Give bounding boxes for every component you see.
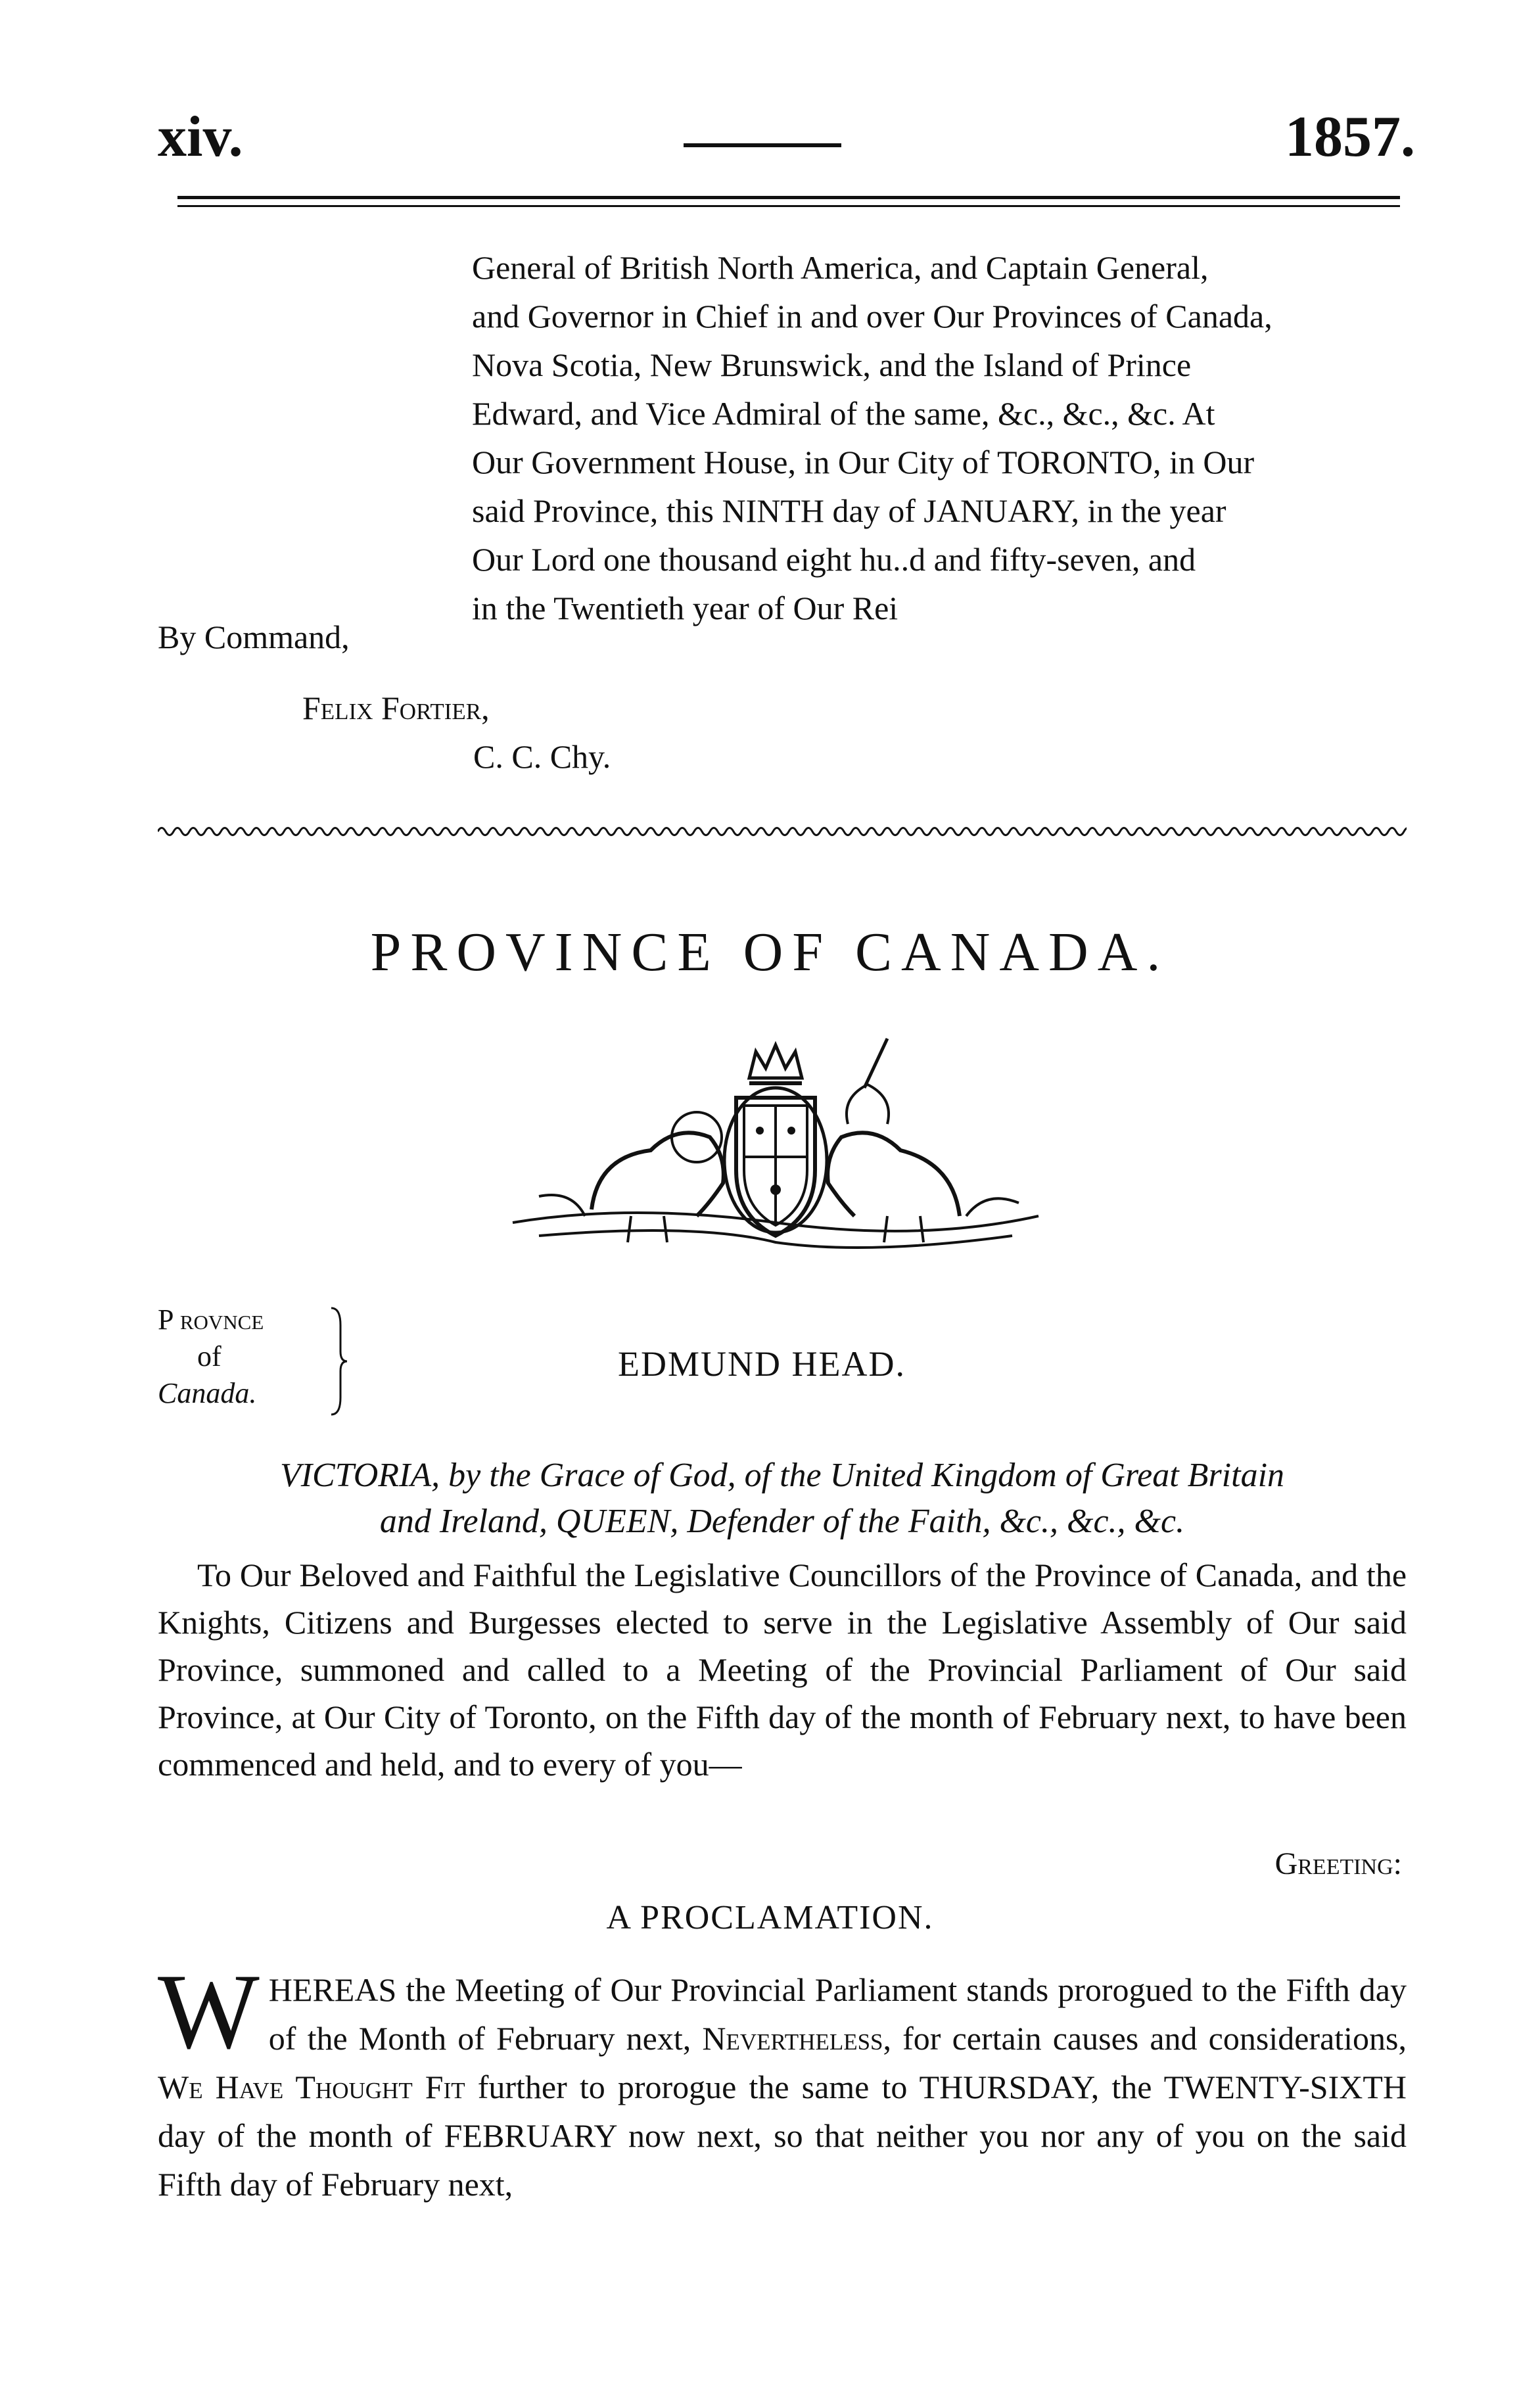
page-year: 1857. [1285, 105, 1415, 169]
proclamation-smallcaps: We Have Thought Fit [158, 2069, 465, 2105]
intro-line: in the Twentieth year of Our Rei [472, 590, 898, 626]
page-number: xiv. [158, 105, 243, 169]
wavy-divider [158, 822, 1407, 841]
header-dash [684, 143, 841, 147]
by-command: By Command, [158, 619, 350, 655]
intro-line: said Province, this NINTH day of JANUARY, in the year [472, 492, 1226, 529]
proclamation-smallcaps: Nevertheless, [702, 2020, 892, 2057]
address-paragraph [158, 1551, 1407, 1788]
address-text: day of the month of February next, to have been commenced and held, and to [158, 1699, 1407, 1783]
proclamation-text: HEREAS the Meeting of Our Provincial Parliament stands prorogued to the Fifth day of the Month of February next, [268, 1971, 1407, 2057]
proclamation-body [158, 1952, 1407, 2209]
royal-style-line: and Ireland, QUEEN, Defender of the Faith, &c., &c., &c. [379, 1503, 1185, 1540]
province-label-line: P rovnce [158, 1303, 264, 1336]
province-label-line: Canada. [158, 1377, 257, 1409]
intro-line: General of British North America, and Captain General, [472, 249, 1209, 286]
proclamation-text: for certain causes and considerations, [891, 2020, 1407, 2057]
province-label-line: of [197, 1340, 222, 1372]
intro-line: Our Lord one thousand eight hu..d and fifty-seven, and [472, 541, 1196, 578]
signatory-name: Felix Fortier, [302, 690, 490, 726]
address-text: Assembly of Our said Province, summoned and called to a Meeting of the [158, 1604, 1407, 1688]
address-text: Canada, and the Knights, Citizens and Burgesses elected to serve in the Legislative [158, 1557, 1407, 1641]
intro-paragraph [472, 243, 1418, 632]
province-title: PROVINCE OF CANADA. [370, 922, 1170, 983]
royal-coat-of-arms-icon [500, 1025, 1052, 1262]
royal-style-heading [158, 1453, 1407, 1545]
drop-cap: W [158, 1952, 260, 2071]
intro-line: Nova Scotia, New Brunswick, and the Island of Prince [472, 346, 1192, 383]
intro-line: Our Government House, in Our City of TORONTO, in Our [472, 444, 1255, 480]
signatory-office: C. C. Chy. [473, 738, 611, 775]
header-rule-thick [177, 196, 1400, 199]
proclamation-text: further to prorogue the same to THURSDAY, the TWENTY-SIXTH day of the month of FEBRUARY now next, so that neither you nor any of you on the said Fifth day of February next, [158, 2069, 1407, 2203]
province-label [158, 1301, 264, 1412]
greeting: Greeting: [1274, 1846, 1402, 1881]
governor-name: EDMUND HEAD. [618, 1344, 906, 1384]
intro-line: Edward, and Vice Admiral of the same, &c., &c., &c. At [472, 395, 1215, 432]
royal-style-line: VICTORIA, by the Grace of God, of the United Kingdom of Great Britain [279, 1457, 1285, 1494]
address-text: To Our Beloved and Faithful the Legislative Councillors of the Province of [197, 1557, 1196, 1593]
address-text: every of you— [542, 1746, 742, 1783]
proclamation-heading: A PROCLAMATION. [606, 1899, 934, 1936]
intro-line: and Governor in Chief in and over Our Provinces of Canada, [472, 298, 1272, 335]
address-text: Provincial Parliament of Our said Province, at Our City of Toronto, on the Fifth [158, 1651, 1407, 1735]
header-rule-thin [177, 205, 1400, 207]
curly-brace-icon [329, 1305, 348, 1417]
